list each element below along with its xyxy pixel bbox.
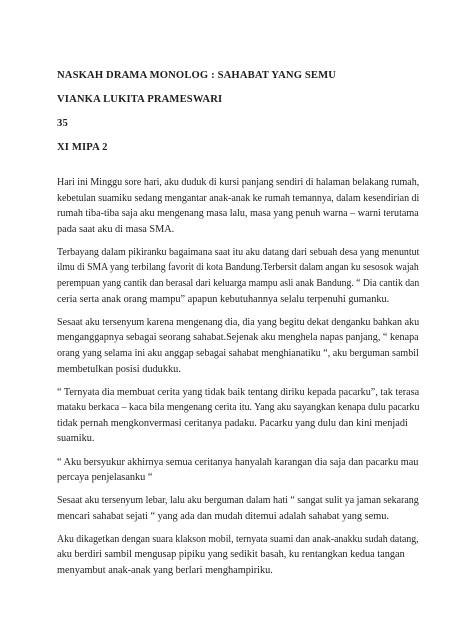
text-line: pada saat aku di masa SMA. (57, 223, 175, 235)
class-name: XI MIPA 2 (57, 142, 108, 153)
text-line: kebetulan suamiku sedang mengantar anak-anak ke rumah temannya, dalam kesendirian di (57, 192, 420, 204)
text-line: percaya penjelasanku “ (57, 472, 153, 484)
document-body (57, 175, 420, 586)
text-line: menganggapnya sebagai seorang sahabat.Sejenak aku menghela napas panjang, “ kenapa (57, 332, 419, 344)
text-line: perempuan yang cantik dan berasal dari keluarga mampu asli anak Bandung. “ Dia cantik dan (57, 278, 420, 290)
text-line: Aku dikagetkan dengan suara klakson mobil, ternyata suami dan anak-anakku sudah datang, (57, 533, 419, 545)
text-line: “ Ternyata dia membuat cerita yang tidak baik tentang diriku kepada pacarku”, tak terasa (57, 386, 420, 398)
text-line: mencari sahabat sejati “ yang ada dan mudah ditemui adalah sahabat yang semu. (57, 510, 389, 522)
text-line: “ Aku bersyukur akhirnya semua ceritanya hanyalah karangan dia saja dan pacarku mau (57, 456, 419, 468)
text-line: ilmu di SMA yang terbilang favorit di kota Bandung.Terbersit dalam angan ku sesosok wajah (57, 262, 419, 274)
text-line: tidak pernah mengkonvermasi ceritanya padaku. Pacarku yang dulu dan kini menjadi (57, 417, 408, 429)
paragraph (57, 385, 420, 447)
paragraph (57, 245, 420, 307)
text-line: ceria serta anak orang mampu” apapun kebutuhannya selalu terpenuhi gumanku. (57, 293, 390, 305)
student-number: 35 (57, 118, 68, 129)
paragraph (57, 315, 420, 377)
text-line: menyambut anak-anak yang berlari menghampiriku. (57, 565, 273, 577)
text-line: mataku berkaca – kaca bila mengenang cerita itu. Yang aku sayangkan kenapa dulu pacarku (57, 402, 420, 414)
document-title: NASKAH DRAMA MONOLOG : SAHABAT YANG SEMU (57, 70, 337, 81)
text-line: suamiku. (57, 433, 95, 445)
text-line: Sesaat aku tersenyum karena mengenang dia, dia yang begitu dekat denganku bahkan aku (57, 316, 420, 328)
paragraph (57, 532, 417, 579)
text-line: Sesaat aku tersenyum lebar, lalu aku berguman dalam hati “ sangat sulit ya jaman sekarang (57, 495, 419, 507)
text-line: Terbayang dalam pikiranku bagaimana saat itu aku datang dari sebuah desa yang menuntut (57, 246, 420, 258)
text-line: Hari ini Minggu sore hari, aku duduk di kursi panjang sendiri di halaman belakang rumah, (57, 177, 420, 188)
text-line: orang yang selama ini aku anggap sebagai sahabat menghianatiku “, aku berguman sambil (57, 347, 419, 359)
paragraph (57, 493, 417, 524)
paragraph (57, 175, 420, 237)
text-line: rumah tiba-tiba saja aku mengenang masa lalu, masa yang penuh warna – warni terutama (57, 208, 419, 220)
text-line: membetulkan posisi dudukku. (57, 363, 181, 375)
paragraph (57, 455, 417, 486)
text-line: aku berdiri sambil mengusap pipiku yang sedikit basah, ku rentangkan kedua tangan (57, 549, 405, 561)
author-name: VIANKA LUKITA PRAMESWARI (57, 94, 223, 105)
